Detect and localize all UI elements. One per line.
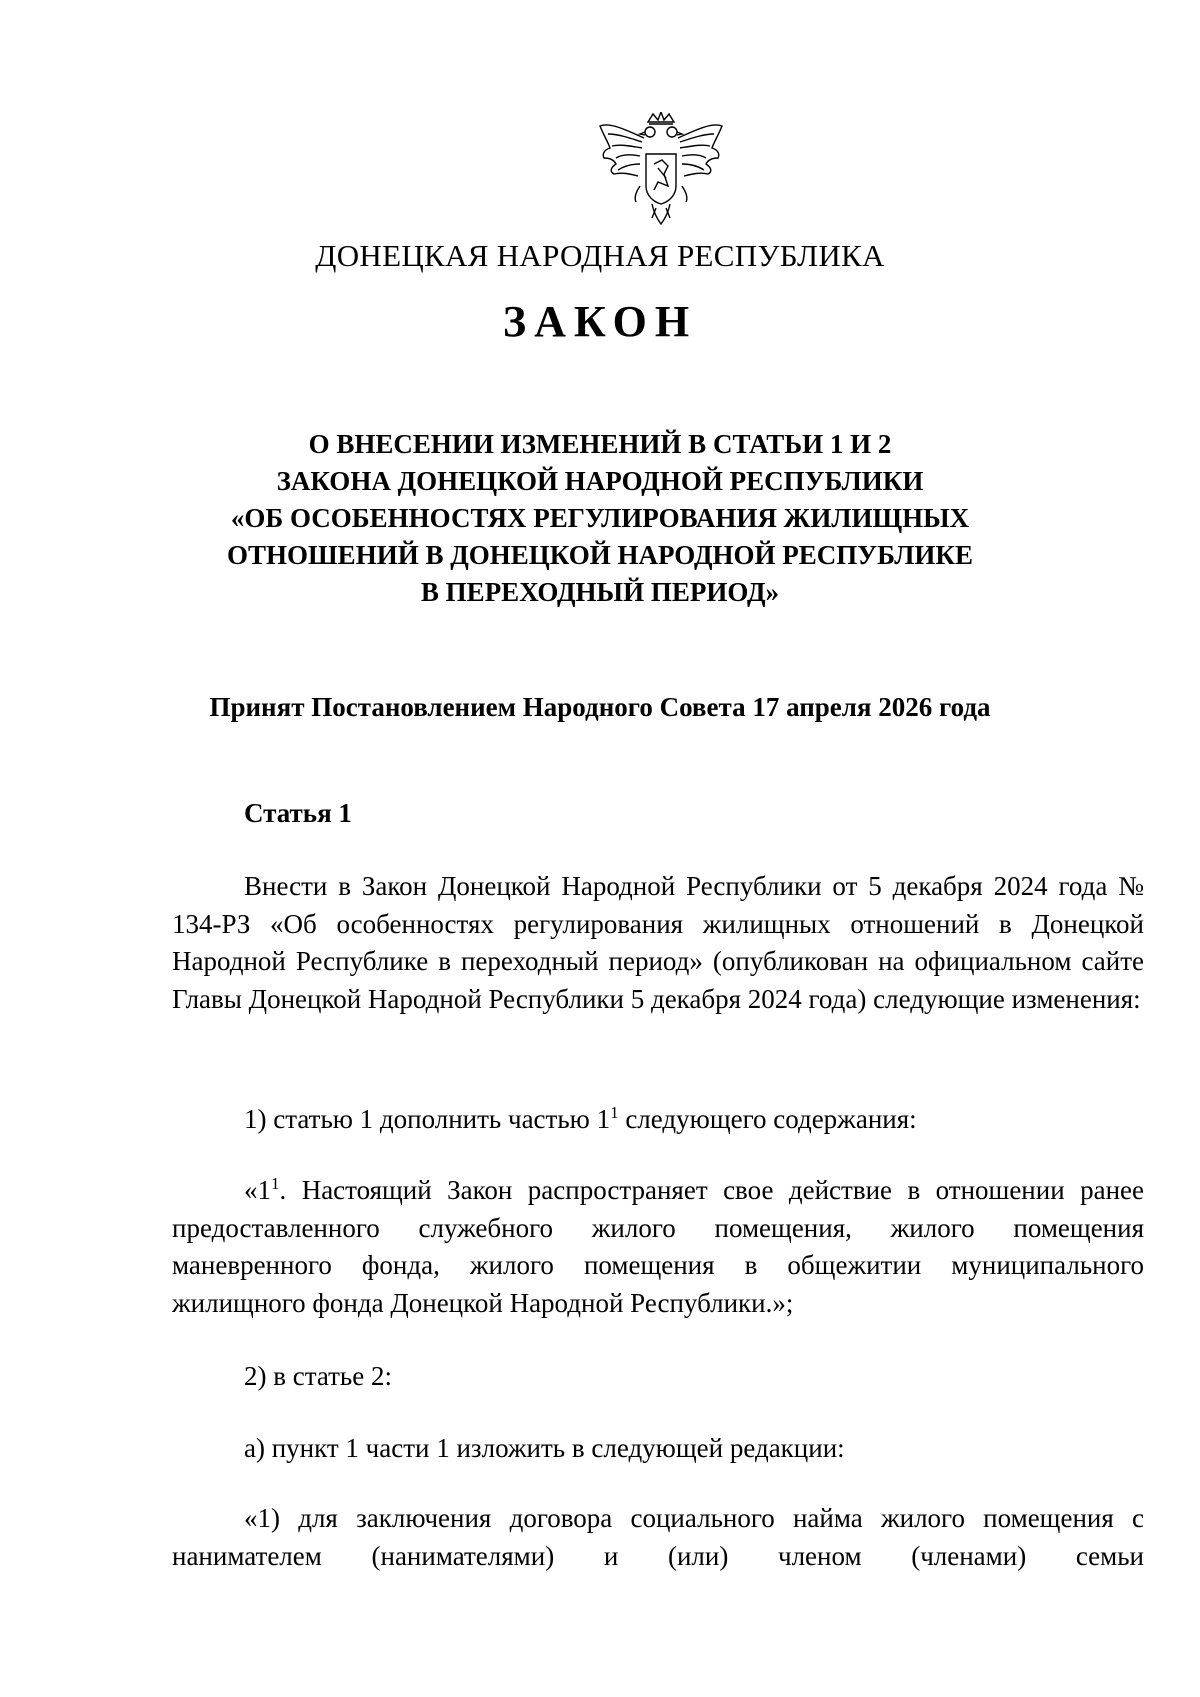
item-1-text-end: следующего содержания: xyxy=(618,1104,917,1134)
article-heading: Статья 1 xyxy=(244,798,352,828)
item-1-superscript: 1 xyxy=(610,1103,619,1122)
law-title-line: В ПЕРЕХОДНЫЙ ПЕРИОД» xyxy=(420,577,780,607)
paragraph-quote-2: «1) для заключения договора социального найма жилого помещения с нанимателем (нанимателями) и (или) членом (членами) семьи xyxy=(172,1503,1144,1571)
law-title-line: О ВНЕСЕНИИ ИЗМЕНЕНИЙ В СТАТЬИ 1 И 2 xyxy=(308,429,892,459)
law-title-line: ЗАКОНА ДОНЕЦКОЙ НАРОДНОЙ РЕСПУБЛИКИ xyxy=(276,466,924,496)
paragraph-item-2: 2) в статье 2: xyxy=(244,1361,392,1391)
paragraph-item-2a: а) пункт 1 части 1 изложить в следующей редакции: xyxy=(244,1433,845,1463)
coat-of-arms-icon xyxy=(596,112,726,230)
quote-1-text: . Настоящий Закон распространяет свое действие в отношении ранее предоставленного служебного жилого помещения, жилого помещения маневренного фонда, жилого помещения в общежитии муниципального жилищного фонда Донецкой Народной Республики.»; xyxy=(172,1175,1144,1318)
item-1-text: 1) статью 1 дополнить частью 1 xyxy=(244,1104,611,1134)
law-title-line: ОТНОШЕНИЙ В ДОНЕЦКОЙ НАРОДНОЙ РЕСПУБЛИКЕ xyxy=(227,540,973,570)
document-type: ЗАКОН xyxy=(502,297,698,346)
paragraph-intro: Внести в Закон Донецкой Народной Республики от 5 декабря 2024 года № 134-РЗ «Об особенностях регулирования жилищных отношений в Донецкой Народной Республике в переходный период» (опубликован на официальном сайте Главы Донецкой Народной Республики 5 декабря 2024 года) следующие изменения: xyxy=(172,871,1144,1014)
paragraph-item-1 xyxy=(172,1101,1144,1139)
republic-name: ДОНЕЦКАЯ НАРОДНАЯ РЕСПУБЛИКА xyxy=(315,238,885,273)
adoption-note: Принят Постановлением Народного Совета 17 апреля 2026 года xyxy=(209,692,991,722)
law-title-line: «ОБ ОСОБЕННОСТЯХ РЕГУЛИРОВАНИЯ ЖИЛИЩНЫХ xyxy=(230,503,970,533)
paragraph-quote-1 xyxy=(172,1172,1144,1322)
law-title xyxy=(150,426,1050,611)
quote-1-superscript: 1 xyxy=(271,1174,280,1193)
quote-1-open: «1 xyxy=(244,1175,271,1205)
